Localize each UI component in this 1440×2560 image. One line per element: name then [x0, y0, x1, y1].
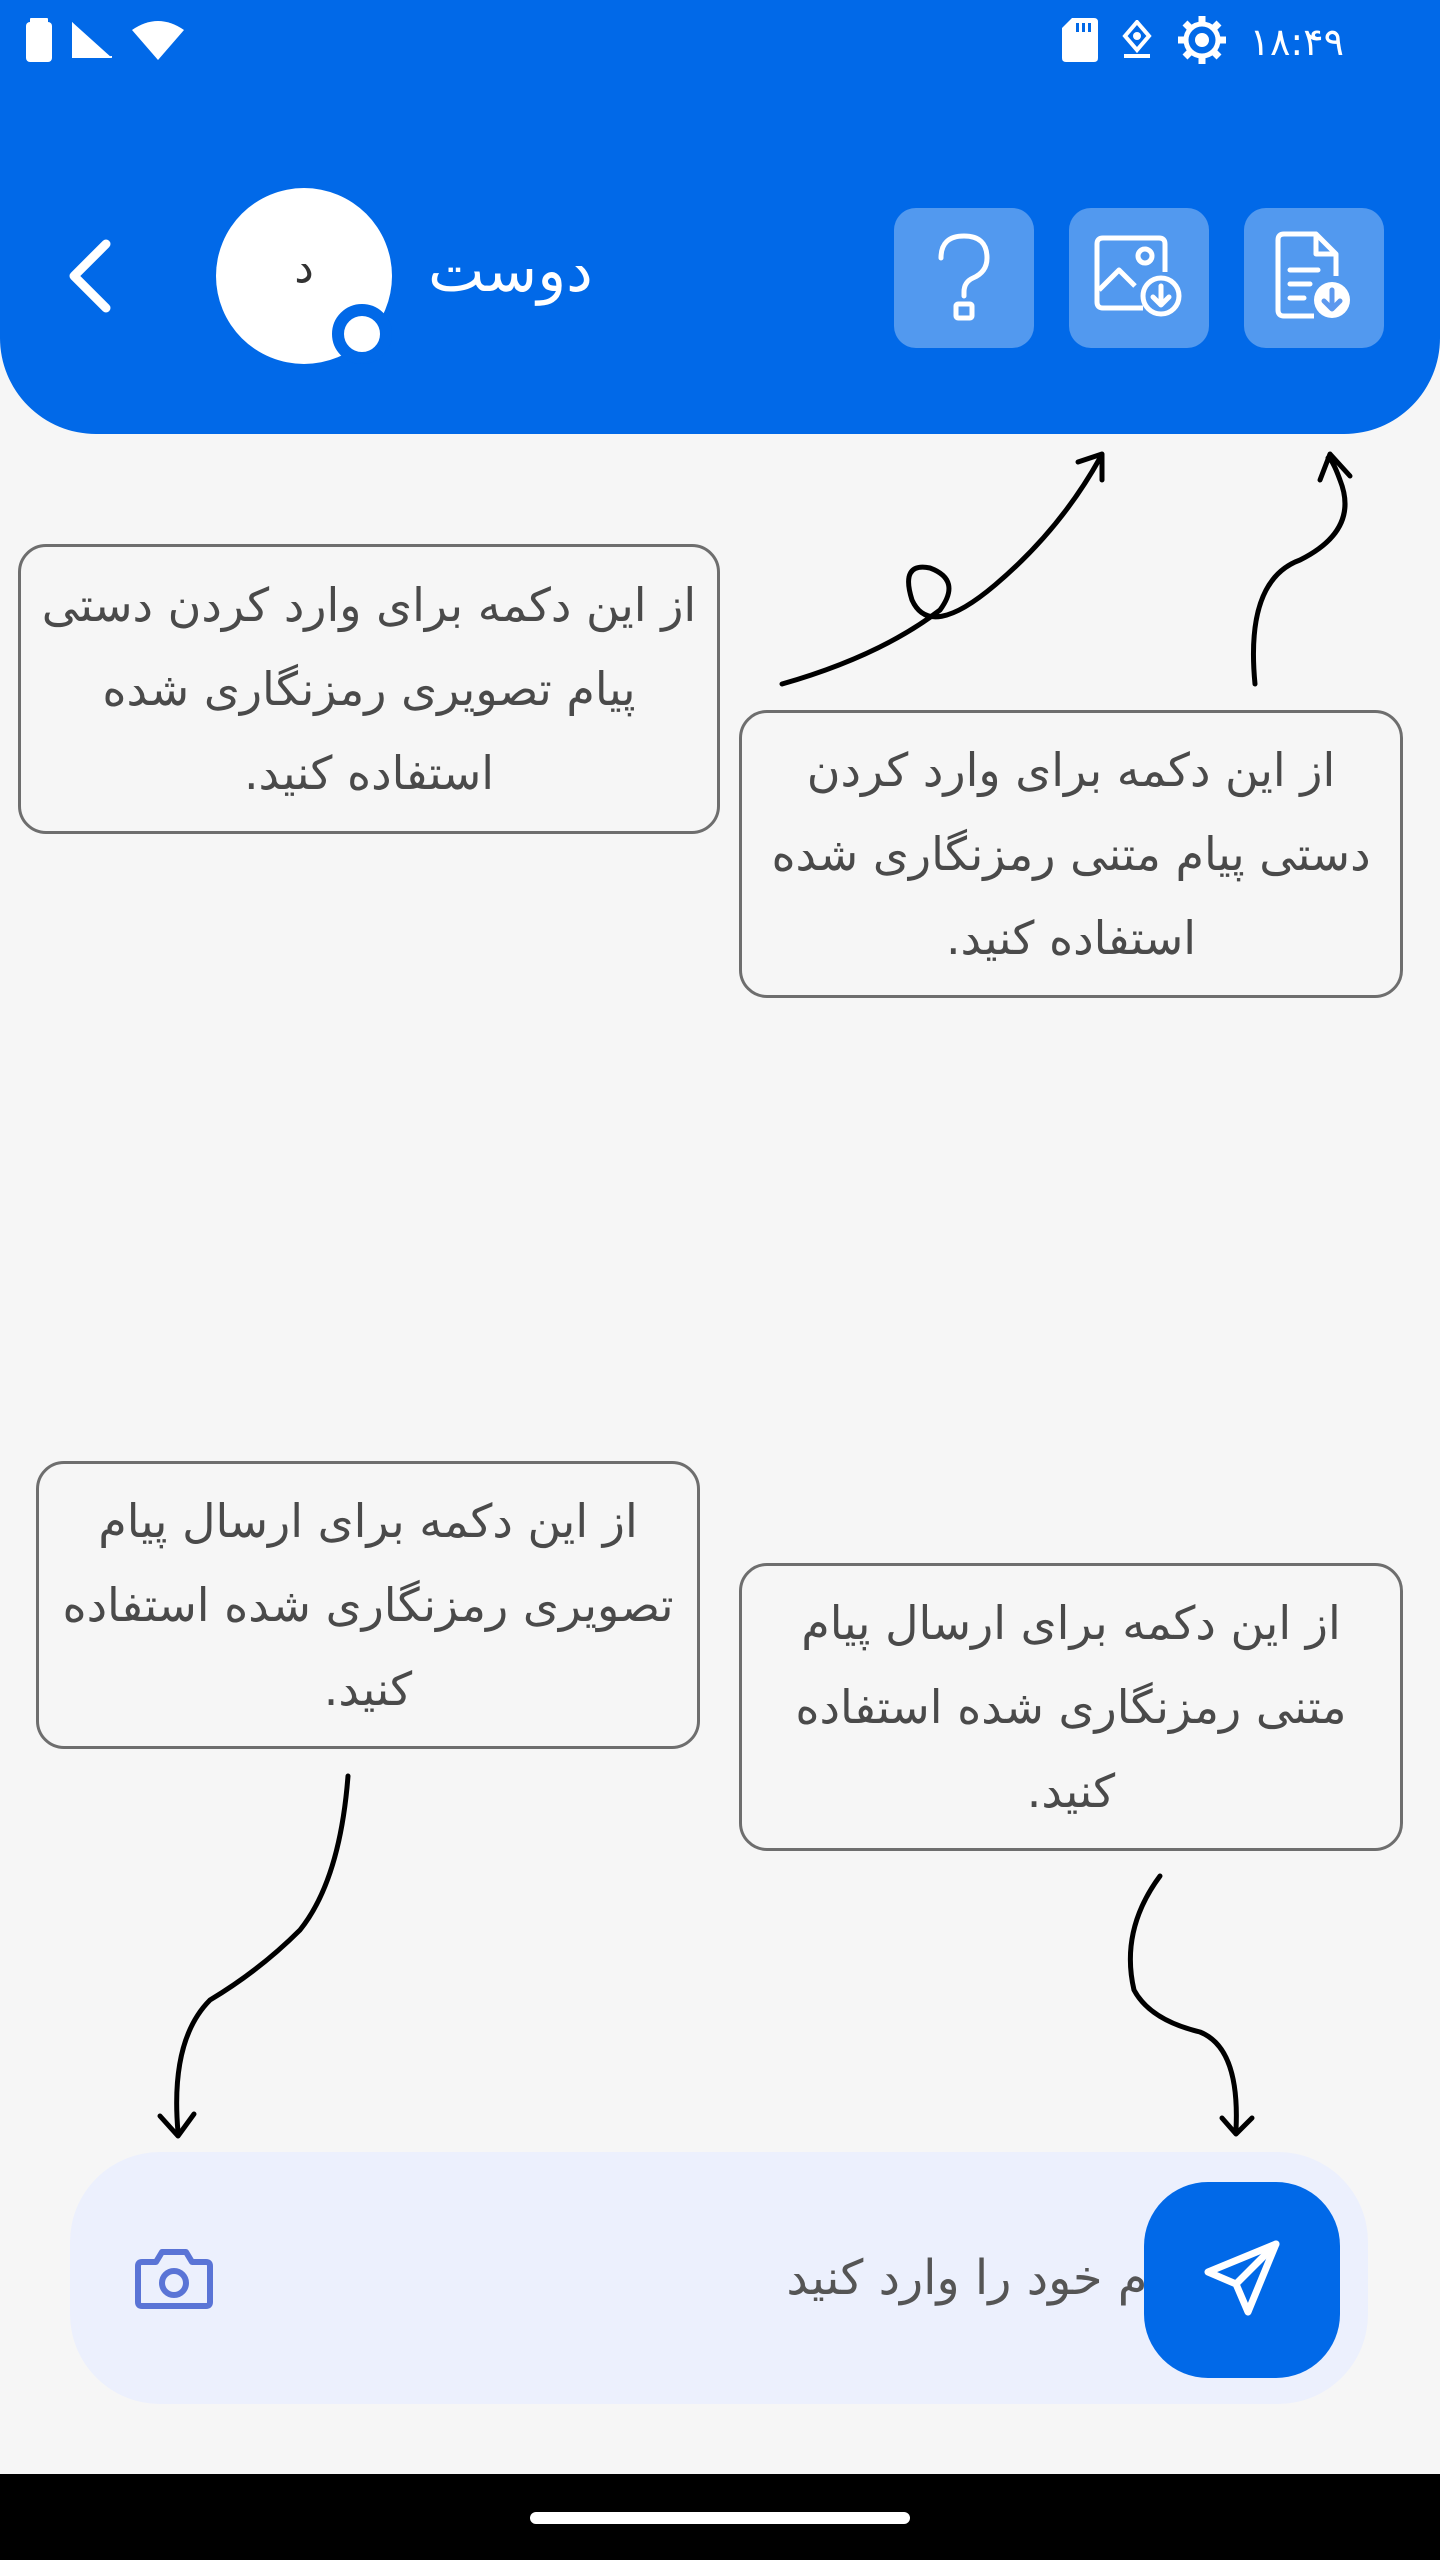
contact-name[interactable]: دوست [428, 236, 593, 306]
decode-image-button[interactable] [1069, 208, 1209, 348]
home-gesture-handle[interactable] [530, 2512, 910, 2524]
system-navigation-bar [0, 2474, 1440, 2560]
chat-header [0, 0, 1440, 434]
callout-send-image-message: از این دکمه برای ارسال پیام تصویری رمزنگاری شده استفاده کنید. [36, 1461, 700, 1749]
data-usage-icon [1120, 20, 1154, 64]
back-icon [66, 238, 114, 318]
callout-manual-text-message: از این دکمه برای وارد کردن دستی پیام متنی رمزنگاری شده استفاده کنید. [739, 710, 1403, 998]
arrow-to-send-button [1130, 1876, 1236, 2130]
decode-image-icon [1093, 234, 1185, 322]
arrow-to-camera-button [177, 1776, 348, 2132]
contact-avatar[interactable] [216, 188, 392, 364]
callout-send-text-message: از این دکمه برای ارسال پیام متنی رمزنگاری شده استفاده کنید. [739, 1563, 1403, 1851]
avatar-letter: د [294, 241, 314, 293]
arrow-to-image-button [782, 458, 1100, 684]
help-button[interactable] [894, 208, 1034, 348]
message-input[interactable] [250, 2228, 1190, 2328]
battery-icon [26, 18, 52, 66]
help-icon [929, 230, 999, 326]
arrowhead-text [1320, 454, 1350, 480]
send-button[interactable] [1144, 2182, 1340, 2378]
avatar-status-dot [332, 304, 392, 364]
settings-gear-icon [1176, 14, 1228, 70]
status-time: ۱۸:۴۹ [1249, 20, 1344, 64]
sd-card-icon [1062, 18, 1098, 66]
message-composer [70, 2152, 1368, 2404]
callout-manual-image-message: از این دکمه برای وارد کردن دستی پیام تصویری رمزنگاری شده استفاده کنید. [18, 544, 720, 834]
arrowhead-image [1078, 454, 1102, 480]
send-icon [1202, 2238, 1282, 2322]
wifi-icon [132, 20, 184, 64]
camera-button[interactable] [132, 2242, 216, 2318]
arrowhead-camera [160, 2114, 194, 2136]
status-bar-left [26, 18, 184, 66]
camera-icon [134, 2246, 214, 2314]
decode-text-button[interactable] [1244, 208, 1384, 348]
arrow-to-text-button [1253, 458, 1345, 684]
decode-text-icon [1274, 230, 1354, 326]
back-button[interactable] [50, 230, 130, 326]
arrowhead-send [1222, 2118, 1252, 2134]
cellular-signal-icon [70, 20, 114, 64]
status-bar-right [1062, 18, 1344, 66]
